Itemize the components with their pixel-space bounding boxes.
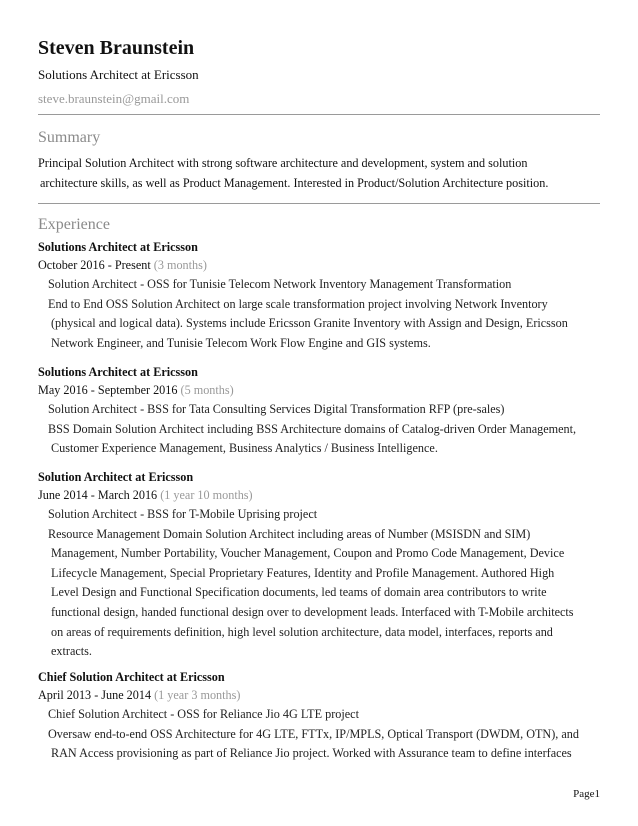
experience-heading: Experience — [38, 216, 110, 233]
job-title: Chief Solution Architect at Ericsson — [38, 670, 225, 684]
date-range: October 2016 - Present — [38, 258, 151, 272]
job-description-line: functional design, handed functional design over to development leads. Interfaced with T-Mobile architects — [51, 604, 574, 619]
job-description-line: extracts. — [51, 644, 92, 659]
date-range: June 2014 - March 2016 — [38, 488, 158, 502]
job-dates — [38, 256, 600, 275]
page-number: Page1 — [573, 788, 600, 800]
job-description-line: Resource Management Domain Solution Architect including areas of Number (MSISDN and SIM) — [48, 526, 531, 541]
job-dates — [38, 686, 600, 705]
job-entry — [38, 239, 600, 353]
divider — [38, 203, 600, 204]
job-description-line: Level Design and Functional Specification documents, led teams of domain area contributors to write — [51, 585, 547, 600]
job-description-line: BSS Domain Solution Architect including BSS Architecture domains of Catalog-driven Order Management, — [48, 421, 577, 436]
job-title: Solutions Architect at Ericsson — [38, 365, 198, 379]
job-dates — [38, 381, 600, 400]
headline: Solutions Architect at Ericsson — [38, 67, 199, 82]
duration: (1 year 3 months) — [154, 688, 241, 702]
job-description-line: Lifecycle Management, Special Proprietary Features, Identity and Profile Management. Authored High — [51, 565, 555, 580]
job-description-line: Network Engineer, and Tunisie Telecom Work Flow Engine and GIS systems. — [51, 335, 431, 350]
duration: (5 months) — [180, 383, 234, 397]
job-description-line: Chief Solution Architect - OSS for Reliance Jio 4G LTE project — [48, 707, 359, 721]
email-address[interactable]: steve.braunstein@gmail.com — [38, 91, 190, 106]
summary-text — [38, 154, 600, 193]
duration: (3 months) — [153, 258, 207, 272]
job-description-line: Oversaw end-to-end OSS Architecture for 4G LTE, FTTx, IP/MPLS, Optical Transport (DWDM, OTN), and — [48, 726, 579, 741]
job-description-line: Solution Architect - BSS for T-Mobile Uprising project — [48, 507, 318, 521]
job-title: Solutions Architect at Ericsson — [38, 240, 198, 254]
job-description-line: (physical and logical data). Systems include Ericsson Granite Inventory with Assign and Design, Ericsson — [51, 316, 568, 331]
job-entry — [38, 364, 600, 459]
date-range: April 2013 - June 2014 — [38, 688, 152, 702]
job-description-line: Customer Experience Management, Business Analytics / Business Intelligence. — [51, 441, 438, 456]
job-description-line: End to End OSS Solution Architect on large scale transformation project involving Network Inventory — [48, 296, 548, 311]
divider — [38, 114, 600, 115]
person-name: Steven Braunstein — [38, 37, 195, 59]
job-description-line: Solution Architect - OSS for Tunisie Telecom Network Inventory Management Transformation — [48, 277, 512, 291]
date-range: May 2016 - September 2016 — [38, 383, 178, 397]
job-description-line: Management, Number Portability, Voucher Management, Coupon and Promo Code Management, Device — [51, 546, 565, 561]
job-description-line: RAN Access provisioning as part of Reliance Jio project. Worked with Assurance team to define interfaces — [51, 746, 572, 761]
job-description-line: Solution Architect - BSS for Tata Consulting Services Digital Transformation RFP (pre-sales) — [48, 402, 505, 416]
job-title: Solution Architect at Ericsson — [38, 470, 194, 484]
duration: (1 year 10 months) — [160, 488, 253, 502]
job-dates — [38, 486, 600, 505]
job-entry — [38, 669, 600, 764]
summary-heading: Summary — [38, 129, 101, 146]
summary-line: Principal Solution Architect with strong software architecture and development, system and solution — [38, 156, 528, 170]
summary-line: architecture skills, as well as Product Management. Interested in Product/Solution Architecture position. — [40, 175, 549, 190]
job-entry — [38, 469, 600, 662]
job-description-line: on areas of requirements definition, high level solution architecture, data model, interfaces, reports and — [51, 624, 553, 639]
